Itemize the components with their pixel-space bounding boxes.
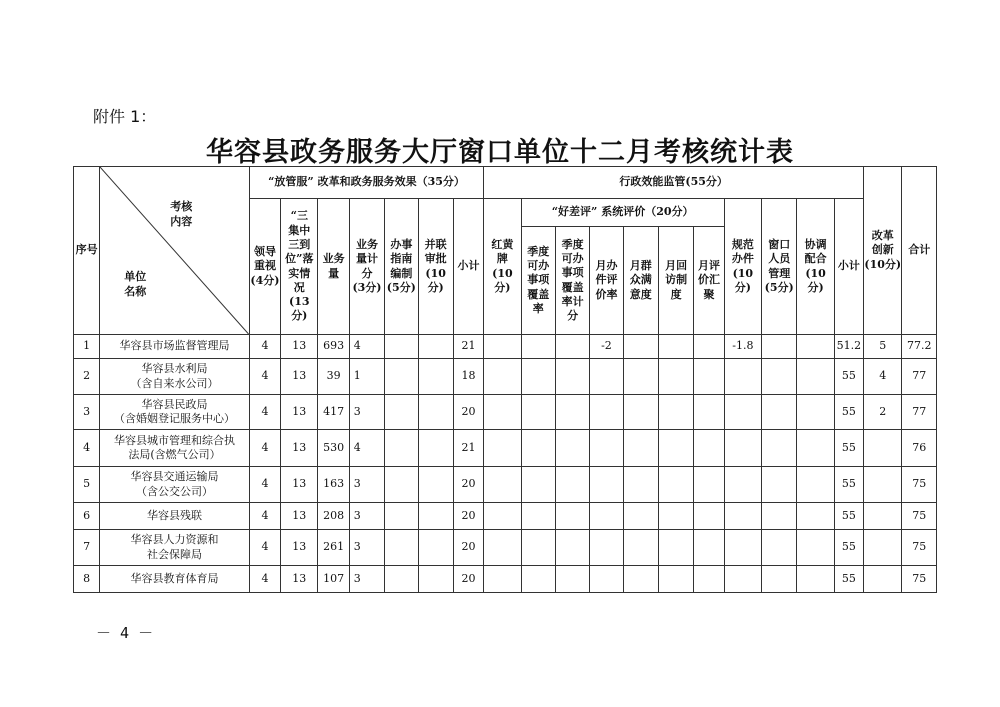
- cell-leader: 4: [249, 503, 280, 530]
- cell-coordination: [797, 430, 834, 467]
- cell-month-summary: [694, 395, 724, 430]
- cell-quarter-coverage-score: [555, 503, 589, 530]
- header-seq: 序号: [74, 167, 100, 335]
- cell-month-satisfaction: [623, 503, 658, 530]
- cell-total: 77: [902, 359, 937, 395]
- table-row: [74, 566, 937, 593]
- cell-total: 75: [902, 530, 937, 566]
- cell-standard: [724, 566, 761, 593]
- cell-volume-score: 3: [349, 566, 384, 593]
- cell-subtotal-a: 20: [453, 503, 483, 530]
- cell-unit: 华容县教育体育局: [100, 566, 250, 593]
- cell-joint: [418, 566, 453, 593]
- cell-subtotal-b: 55: [834, 467, 863, 503]
- cell-month-satisfaction: [623, 530, 658, 566]
- cell-volume: 163: [318, 467, 349, 503]
- cell-month-rate: [590, 503, 623, 530]
- cell-red-yellow: [484, 530, 521, 566]
- header-total: 合计: [902, 167, 937, 335]
- cell-volume-score: 4: [349, 335, 384, 359]
- cell-seq: 7: [74, 530, 100, 566]
- cell-staff: [762, 530, 797, 566]
- assessment-table: [73, 166, 937, 593]
- cell-staff: [762, 566, 797, 593]
- cell-quarter-coverage-score: [555, 566, 589, 593]
- cell-volume-score: 3: [349, 395, 384, 430]
- cell-volume: 530: [318, 430, 349, 467]
- cell-quarter-coverage: [521, 530, 555, 566]
- table-row: [74, 359, 937, 395]
- cell-reform: [864, 467, 902, 503]
- cell-month-revisit: [658, 335, 693, 359]
- cell-staff: [762, 467, 797, 503]
- header-month-evaluation-rate: 月办 件评 价率: [590, 227, 623, 335]
- diagonal-line: [100, 167, 249, 334]
- header-group-good-bad: “好差评” 系统评价（20分）: [521, 199, 724, 227]
- cell-subtotal-b: 55: [834, 503, 863, 530]
- table-row: [74, 430, 937, 467]
- cell-joint: [418, 530, 453, 566]
- cell-subtotal-b: 55: [834, 359, 863, 395]
- cell-month-revisit: [658, 503, 693, 530]
- cell-staff: [762, 430, 797, 467]
- header-volume-score: 业务 量计 分 (3分): [349, 199, 384, 335]
- cell-coordination: [797, 335, 834, 359]
- cell-subtotal-a: 18: [453, 359, 483, 395]
- cell-month-satisfaction: [623, 566, 658, 593]
- cell-unit: 华容县残联: [100, 503, 250, 530]
- cell-subtotal-b: 51.2: [834, 335, 863, 359]
- document-title: 华容县政务服务大厅窗口单位十二月考核统计表: [206, 137, 794, 168]
- cell-month-rate: [590, 467, 623, 503]
- header-group-reform: “放管服” 改革和政务服务效果（35分）: [249, 167, 483, 199]
- cell-coordination: [797, 503, 834, 530]
- cell-month-summary: [694, 467, 724, 503]
- cell-red-yellow: [484, 335, 521, 359]
- header-assessment-content: 考核 内容: [170, 200, 193, 229]
- cell-quarter-coverage-score: [555, 430, 589, 467]
- cell-volume-score: 3: [349, 503, 384, 530]
- header-subtotal-a: 小计: [453, 199, 483, 335]
- cell-joint: [418, 359, 453, 395]
- header-leader: 领导 重视 (4分): [249, 199, 280, 335]
- cell-month-summary: [694, 566, 724, 593]
- cell-seq: 1: [74, 335, 100, 359]
- cell-subtotal-b: 55: [834, 395, 863, 430]
- table-row: [74, 335, 937, 359]
- cell-guide: [385, 530, 418, 566]
- cell-quarter-coverage: [521, 359, 555, 395]
- cell-three: 13: [281, 395, 318, 430]
- cell-subtotal-a: 21: [453, 335, 483, 359]
- cell-coordination: [797, 359, 834, 395]
- cell-joint: [418, 430, 453, 467]
- header-standard-handling: 规范 办件 (10分): [724, 199, 761, 335]
- table-row: [74, 530, 937, 566]
- page-number: － 4 －: [96, 624, 154, 642]
- cell-joint: [418, 467, 453, 503]
- cell-quarter-coverage: [521, 335, 555, 359]
- cell-reform: 4: [864, 359, 902, 395]
- cell-month-satisfaction: [623, 395, 658, 430]
- cell-three: 13: [281, 359, 318, 395]
- cell-subtotal-a: 20: [453, 395, 483, 430]
- cell-month-satisfaction: [623, 467, 658, 503]
- attachment-label: 附件 1：: [93, 107, 157, 126]
- cell-joint: [418, 503, 453, 530]
- cell-leader: 4: [249, 395, 280, 430]
- cell-three: 13: [281, 503, 318, 530]
- cell-unit: 华容县人力资源和 社会保障局: [100, 530, 250, 566]
- header-quarter-coverage-score: 季度 可办 事项 覆盖 率计 分: [555, 227, 589, 335]
- header-month-summary: 月评 价汇 聚: [694, 227, 724, 335]
- header-three-concentration: “三 集中 三到 位”落 实情 况 (13分): [281, 199, 318, 335]
- header-coordination: 协调 配合 (10分): [797, 199, 834, 335]
- cell-leader: 4: [249, 335, 280, 359]
- cell-standard: [724, 359, 761, 395]
- cell-subtotal-b: 55: [834, 566, 863, 593]
- cell-seq: 3: [74, 395, 100, 430]
- cell-subtotal-a: 20: [453, 467, 483, 503]
- cell-unit: 华容县城市管理和综合执 法局(含燃气公司）: [100, 430, 250, 467]
- cell-leader: 4: [249, 430, 280, 467]
- cell-total: 76: [902, 430, 937, 467]
- cell-month-summary: [694, 359, 724, 395]
- cell-quarter-coverage: [521, 395, 555, 430]
- header-subtotal-b: 小计: [834, 199, 863, 335]
- cell-subtotal-b: 55: [834, 430, 863, 467]
- cell-leader: 4: [249, 467, 280, 503]
- cell-volume-score: 3: [349, 530, 384, 566]
- cell-volume: 39: [318, 359, 349, 395]
- cell-quarter-coverage-score: [555, 467, 589, 503]
- cell-volume: 208: [318, 503, 349, 530]
- cell-staff: [762, 359, 797, 395]
- header-unit-name: 单位 名称: [124, 270, 147, 299]
- cell-coordination: [797, 395, 834, 430]
- cell-staff: [762, 395, 797, 430]
- cell-guide: [385, 503, 418, 530]
- cell-total: 75: [902, 503, 937, 530]
- cell-subtotal-b: 55: [834, 530, 863, 566]
- cell-quarter-coverage-score: [555, 335, 589, 359]
- cell-month-revisit: [658, 430, 693, 467]
- cell-red-yellow: [484, 395, 521, 430]
- cell-staff: [762, 503, 797, 530]
- cell-three: 13: [281, 430, 318, 467]
- header-red-yellow-card: 红黄 牌 (10分): [484, 199, 521, 335]
- cell-coordination: [797, 566, 834, 593]
- header-month-revisit: 月回 访制 度: [658, 227, 693, 335]
- cell-reform: [864, 566, 902, 593]
- cell-total: 77.2: [902, 335, 937, 359]
- cell-volume: 261: [318, 530, 349, 566]
- cell-guide: [385, 467, 418, 503]
- cell-standard: -1.8: [724, 335, 761, 359]
- cell-month-satisfaction: [623, 359, 658, 395]
- cell-volume-score: 1: [349, 359, 384, 395]
- cell-quarter-coverage: [521, 430, 555, 467]
- cell-total: 77: [902, 395, 937, 430]
- cell-month-rate: [590, 530, 623, 566]
- cell-month-rate: [590, 430, 623, 467]
- cell-month-revisit: [658, 566, 693, 593]
- cell-quarter-coverage-score: [555, 359, 589, 395]
- cell-standard: [724, 430, 761, 467]
- cell-leader: 4: [249, 359, 280, 395]
- cell-red-yellow: [484, 467, 521, 503]
- cell-seq: 6: [74, 503, 100, 530]
- cell-quarter-coverage: [521, 467, 555, 503]
- cell-standard: [724, 530, 761, 566]
- cell-month-revisit: [658, 395, 693, 430]
- cell-standard: [724, 395, 761, 430]
- cell-unit: 华容县水利局 （含自来水公司）: [100, 359, 250, 395]
- cell-unit: 华容县市场监督管理局: [100, 335, 250, 359]
- header-volume: 业务 量: [318, 199, 349, 335]
- cell-month-summary: [694, 503, 724, 530]
- cell-month-rate: [590, 566, 623, 593]
- cell-reform: [864, 503, 902, 530]
- cell-total: 75: [902, 467, 937, 503]
- cell-month-satisfaction: [623, 430, 658, 467]
- cell-quarter-coverage: [521, 566, 555, 593]
- header-diagonal-cell: [100, 167, 250, 335]
- cell-subtotal-a: 21: [453, 430, 483, 467]
- cell-guide: [385, 395, 418, 430]
- cell-volume: 693: [318, 335, 349, 359]
- header-month-satisfaction: 月群 众满 意度: [623, 227, 658, 335]
- cell-seq: 8: [74, 566, 100, 593]
- cell-seq: 4: [74, 430, 100, 467]
- cell-staff: [762, 335, 797, 359]
- cell-red-yellow: [484, 503, 521, 530]
- cell-red-yellow: [484, 566, 521, 593]
- cell-month-summary: [694, 335, 724, 359]
- cell-month-rate: -2: [590, 335, 623, 359]
- cell-seq: 2: [74, 359, 100, 395]
- cell-coordination: [797, 467, 834, 503]
- cell-volume: 107: [318, 566, 349, 593]
- cell-joint: [418, 395, 453, 430]
- table-row: [74, 395, 937, 430]
- cell-month-rate: [590, 359, 623, 395]
- cell-unit: 华容县交通运输局 （含公交公司）: [100, 467, 250, 503]
- cell-guide: [385, 430, 418, 467]
- cell-volume: 417: [318, 395, 349, 430]
- cell-three: 13: [281, 335, 318, 359]
- cell-quarter-coverage-score: [555, 395, 589, 430]
- cell-reform: 5: [864, 335, 902, 359]
- cell-month-summary: [694, 430, 724, 467]
- cell-month-revisit: [658, 530, 693, 566]
- cell-three: 13: [281, 530, 318, 566]
- cell-guide: [385, 335, 418, 359]
- cell-quarter-coverage-score: [555, 530, 589, 566]
- cell-guide: [385, 359, 418, 395]
- cell-red-yellow: [484, 359, 521, 395]
- cell-standard: [724, 503, 761, 530]
- cell-month-satisfaction: [623, 335, 658, 359]
- cell-guide: [385, 566, 418, 593]
- cell-volume-score: 3: [349, 467, 384, 503]
- header-joint-approval: 并联 审批 (10分): [418, 199, 453, 335]
- cell-seq: 5: [74, 467, 100, 503]
- cell-reform: [864, 530, 902, 566]
- header-group-efficiency: 行政效能监管(55分）: [484, 167, 864, 199]
- cell-subtotal-a: 20: [453, 530, 483, 566]
- cell-leader: 4: [249, 566, 280, 593]
- table-row: [74, 503, 937, 530]
- cell-volume-score: 4: [349, 430, 384, 467]
- header-guide: 办事 指南 编制 (5分): [385, 199, 418, 335]
- header-reform-innovation: 改革 创新 (10分): [864, 167, 902, 335]
- cell-three: 13: [281, 467, 318, 503]
- cell-coordination: [797, 530, 834, 566]
- cell-leader: 4: [249, 530, 280, 566]
- cell-standard: [724, 467, 761, 503]
- cell-three: 13: [281, 566, 318, 593]
- cell-subtotal-a: 20: [453, 566, 483, 593]
- cell-month-revisit: [658, 359, 693, 395]
- cell-unit: 华容县民政局 （含婚姻登记服务中心）: [100, 395, 250, 430]
- cell-month-summary: [694, 530, 724, 566]
- cell-reform: 2: [864, 395, 902, 430]
- table-row: [74, 467, 937, 503]
- cell-joint: [418, 335, 453, 359]
- cell-month-revisit: [658, 467, 693, 503]
- header-quarter-coverage: 季度 可办 事项 覆盖 率: [521, 227, 555, 335]
- header-staff-management: 窗口 人员 管理 (5分): [762, 199, 797, 335]
- cell-quarter-coverage: [521, 503, 555, 530]
- cell-reform: [864, 430, 902, 467]
- cell-month-rate: [590, 395, 623, 430]
- cell-total: 75: [902, 566, 937, 593]
- cell-red-yellow: [484, 430, 521, 467]
